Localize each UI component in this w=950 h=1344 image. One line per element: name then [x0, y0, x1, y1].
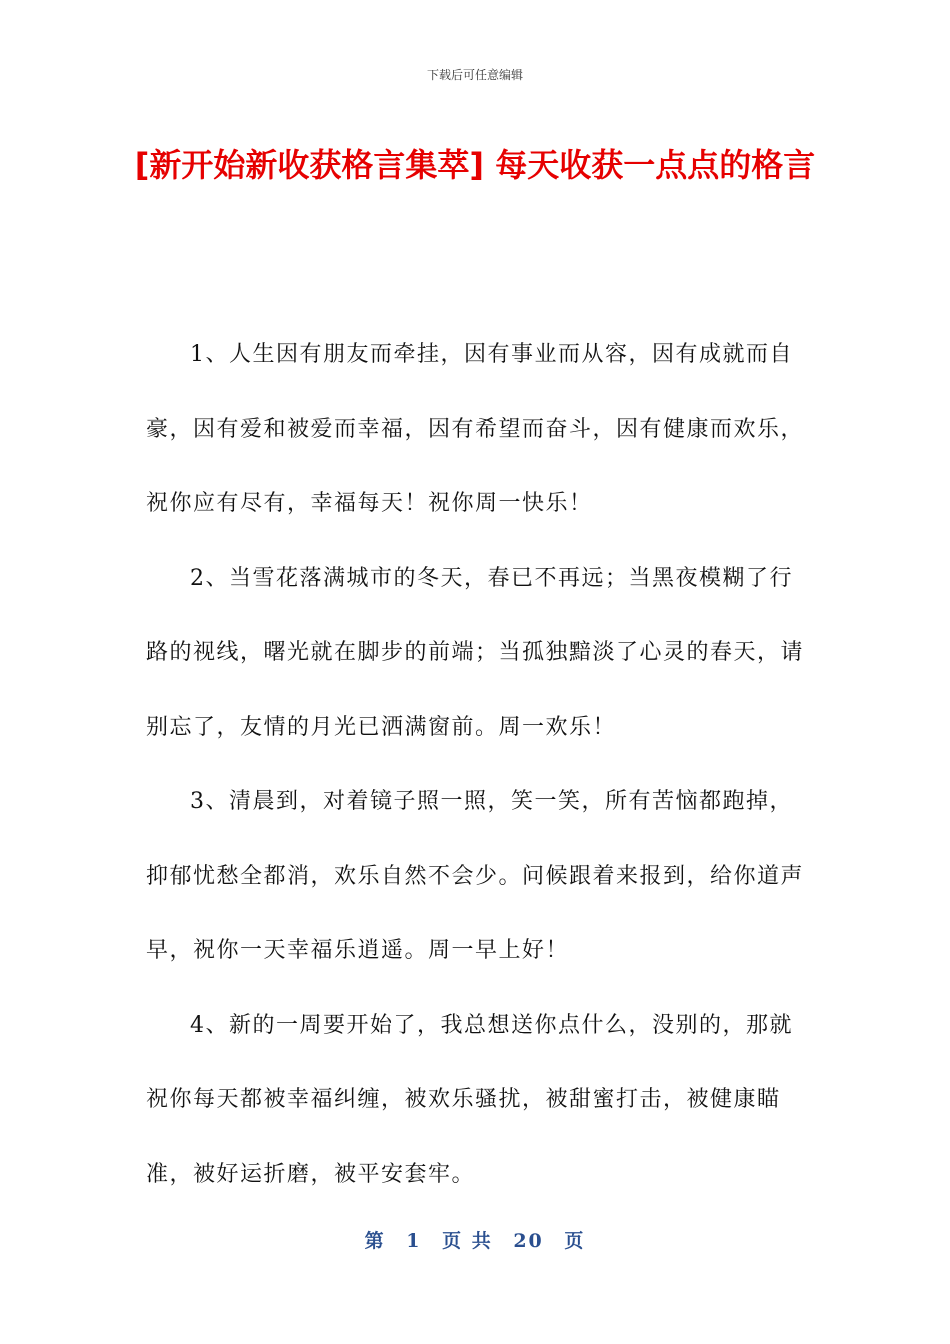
footer-suffix: 页: [564, 1230, 586, 1252]
footer-current-page: 1: [406, 1230, 422, 1252]
paragraph-4: 4、新的一周要开始了，我总想送你点什么，没别的，那就祝你每天都被幸福纠缠，被欢乐骚扰，被甜蜜打击，被健康瞄准，被好运折磨，被平安套牢。: [146, 1012, 793, 1187]
paragraph-1: 1、人生因有朋友而牵挂，因有事业而从容，因有成就而自豪，因有爱和被爱而幸福，因有希望而奋斗，因有健康而欢乐，祝你应有尽有，幸福每天！祝你周一快乐！: [146, 342, 805, 516]
footer-prefix: 第: [364, 1230, 386, 1252]
paragraph-2: 2、当雪花落满城市的冬天，春已不再远；当黑夜模糊了行路的视线，曙光就在脚步的前端；当孤独黯淡了心灵的春天，请别忘了，友情的月光已洒满窗前。周一欢乐！: [146, 565, 805, 740]
paragraph-3: 3、清晨到，对着镜子照一照，笑一笑，所有苦恼都跑掉，抑郁忧愁全都消，欢乐自然不会少。问候跟着来报到，给你道声早，祝你一天幸福乐逍遥。周一早上好！: [146, 789, 805, 963]
page-footer: [0, 1226, 950, 1253]
header-note: 下载后可任意编辑: [426, 68, 523, 82]
document-body: [146, 318, 806, 1212]
footer-total-pages: 20: [513, 1230, 544, 1252]
footer-middle: 页 共: [442, 1230, 493, 1252]
document-title: [新开始新收获格言集萃] 每天收获一点点的格言: [134, 146, 816, 184]
